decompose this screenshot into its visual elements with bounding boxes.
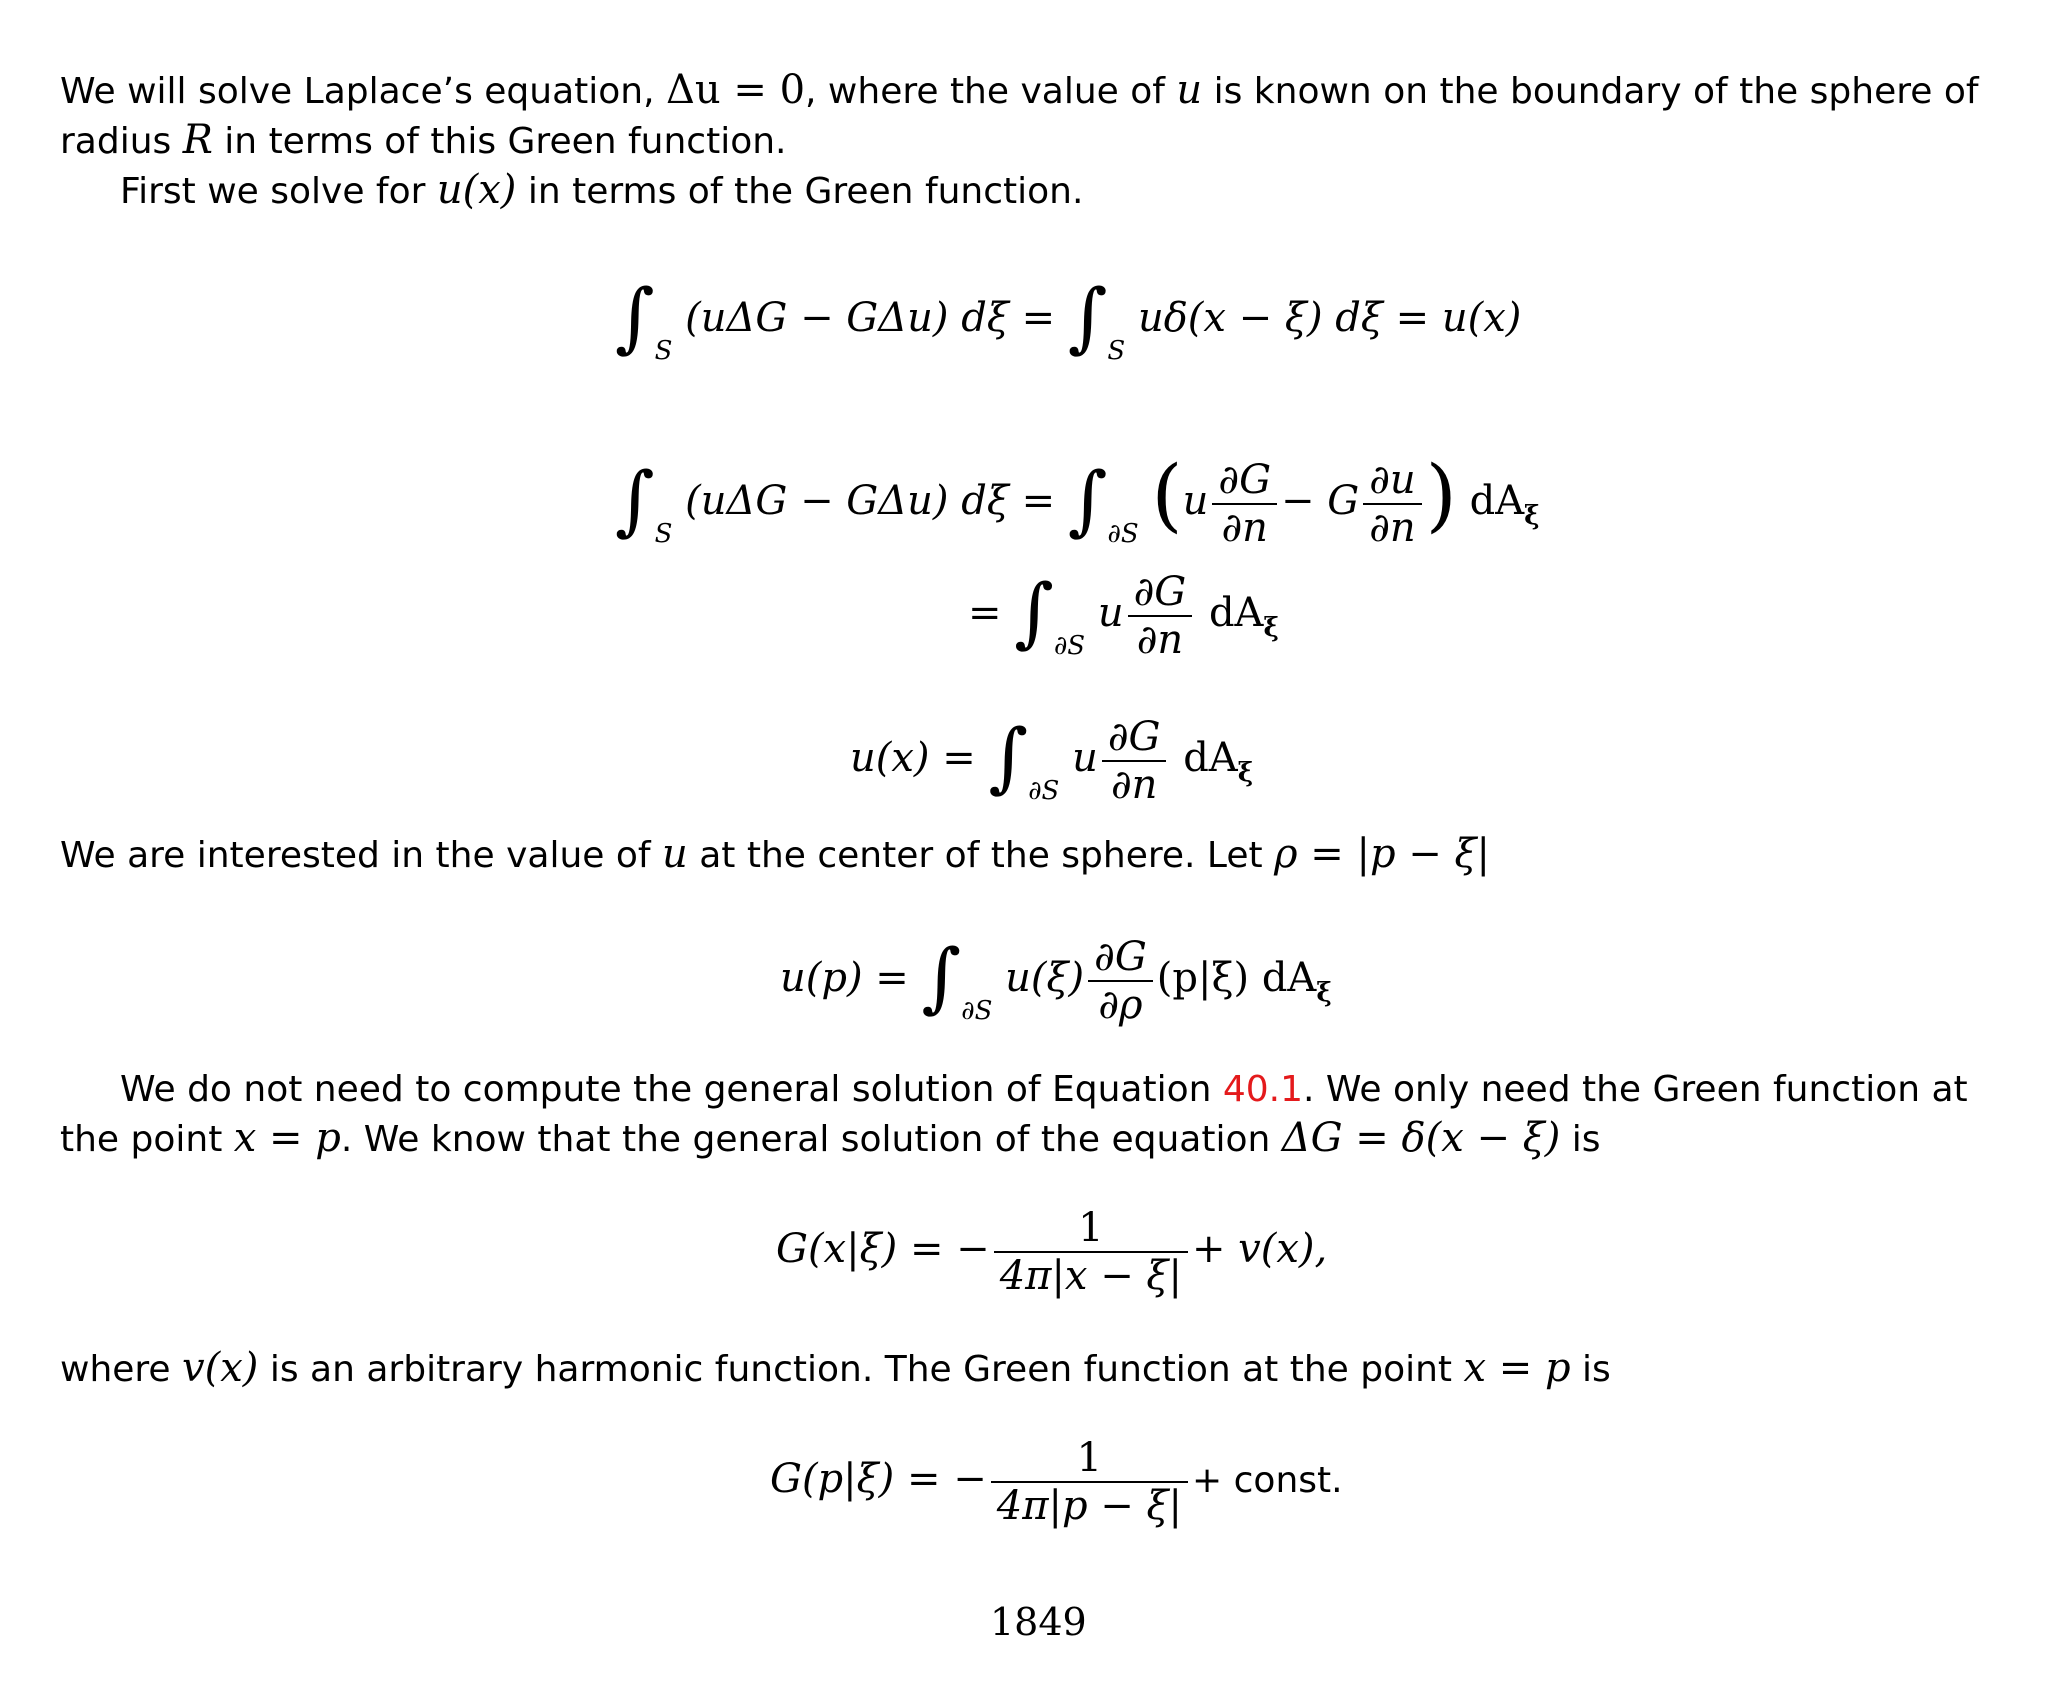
equation-2: $\int_S$ (uΔG − GΔu) $d\xi = \int_{\partial S}$ (u $\frac{\partial G}{\partial n}$ − G $\frac{\partial u}{\partial n}$ ) $dA_\xi$ bbox=[615, 448, 1540, 551]
fraction: $\frac{\partial G}{\partial n}$ bbox=[1102, 714, 1167, 808]
fraction: $\frac{\partial G}{\partial\rho}$ bbox=[1088, 934, 1153, 1028]
integral-sign: ∫ bbox=[1014, 567, 1054, 656]
paragraph-general-solution: We do not need to compute the general solution of Equation 40.1. We only need the Green function at the point x = p. We know that the general solution of the equation ΔG = δ(x − ξ) is bbox=[60, 1069, 1968, 1161]
fraction: $\frac{\partial G}{\partial n}$ bbox=[1212, 457, 1277, 551]
paragraph-intro: We will solve Laplace’s equation, Δu = 0, where the value of u is known on the boundary of the sphere of radius R in terms of this Green function. bbox=[60, 67, 1979, 163]
right-paren: ) bbox=[1425, 448, 1457, 541]
fraction: $\frac{1}{4\pi|p - \xi|}$ bbox=[991, 1435, 1188, 1529]
fraction: $\frac{\partial G}{\partial n}$ bbox=[1128, 569, 1193, 663]
paragraph-solve: First we solve for u(x) in terms of the Green function. bbox=[120, 167, 1084, 213]
math-ux: u(x) bbox=[436, 167, 517, 213]
equation-4: $u(p) = \int_{\partial S}$ u(ξ) $\frac{\partial G}{\partial\rho}$ (p|ξ) $dA_\xi$ bbox=[780, 932, 1332, 1028]
integral-sign: ∫ bbox=[988, 712, 1029, 801]
math-u: u bbox=[1176, 67, 1203, 113]
left-paren: ( bbox=[1151, 448, 1183, 541]
math-R: R bbox=[182, 117, 213, 163]
equation-3: $u(x) = \int_{\partial S}$ u $\frac{\partial G}{\partial n}$ $dA_\xi$ bbox=[850, 712, 1254, 808]
fraction: $\frac{1}{4\pi|x - \xi|}$ bbox=[994, 1205, 1188, 1299]
equation-link[interactable]: 40.1 bbox=[1222, 1069, 1304, 1110]
integral-sign: ∫ bbox=[615, 272, 655, 361]
equation-5: G(x|ξ) = − $\frac{1}{4\pi|x - \xi|}$ + v(x), bbox=[776, 1205, 1328, 1299]
integral-sign: ∫ bbox=[1067, 272, 1108, 361]
paragraph-harmonic: where v(x) is an arbitrary harmonic function. The Green function at the point x = p is bbox=[60, 1345, 1611, 1391]
math-laplace: Δu = 0 bbox=[666, 67, 806, 113]
fraction: $\frac{\partial u}{\partial n}$ bbox=[1363, 457, 1421, 551]
equation-1: $\int_S$ (uΔG − GΔu) $d\xi = \int_S$ uδ(x − ξ) dξ = u(x) bbox=[615, 272, 1522, 366]
paragraph-center: We are interested in the value of u at the center of the sphere. Let ρ = |p − ξ| bbox=[60, 831, 1491, 877]
integral-sign: ∫ bbox=[615, 455, 655, 544]
integral-sign: ∫ bbox=[1067, 455, 1108, 544]
equation-2-line-2: = $\int_{\partial S}$ u $\frac{\partial G}{\partial n}$ $dA_\xi$ bbox=[968, 567, 1279, 663]
integral-sign: ∫ bbox=[921, 932, 962, 1021]
page-number: 1849 bbox=[990, 1600, 1087, 1644]
equation-6: G(p|ξ) = − $\frac{1}{4\pi|p - \xi|}$ + const. bbox=[770, 1435, 1343, 1529]
